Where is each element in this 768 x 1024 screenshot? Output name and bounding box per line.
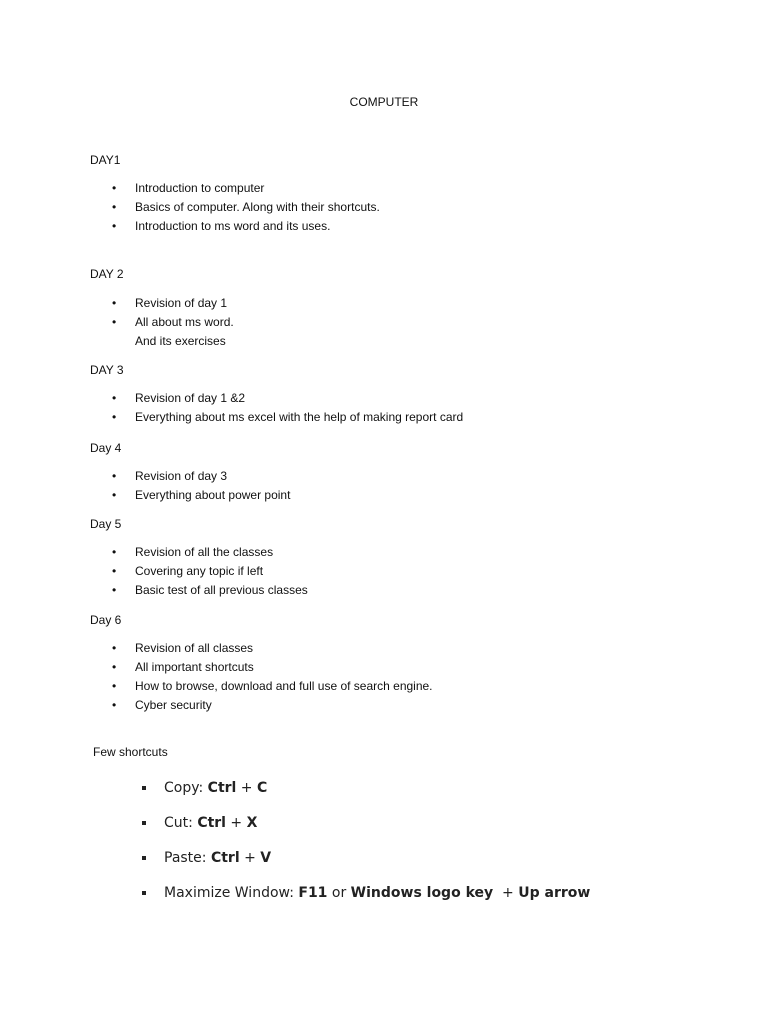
list-item: • Revision of day 3	[90, 467, 290, 486]
bullet-icon: •	[112, 545, 117, 559]
day-3-list	[90, 389, 463, 427]
bullet-icon: •	[112, 296, 117, 310]
day-4-list	[90, 467, 290, 505]
day-heading: DAY 2	[90, 267, 124, 281]
square-bullet-icon	[142, 891, 146, 895]
day-heading: Day 5	[90, 517, 122, 531]
bullet-icon: •	[112, 679, 117, 693]
bullet-icon: •	[112, 564, 117, 578]
bullet-icon: •	[112, 410, 117, 424]
list-item: • Revision of all classes	[90, 639, 433, 658]
bullet-icon: •	[112, 315, 117, 329]
bullet-icon: •	[112, 488, 117, 502]
day-heading: Day 4	[90, 441, 122, 455]
document-title: COMPUTER	[349, 95, 419, 109]
list-item: • How to browse, download and full use of search engine.	[90, 677, 433, 696]
list-item: • Revision of day 1 &2	[90, 389, 463, 408]
day-5-list	[90, 543, 308, 600]
day-heading: DAY 3	[90, 363, 124, 377]
day-heading: Day 6	[90, 613, 122, 627]
list-item-continuation: And its exercises	[135, 334, 226, 348]
list-item: • Basic test of all previous classes	[90, 581, 308, 600]
list-item: • Revision of day 1	[90, 294, 234, 313]
shortcut-item-cut: Cut: Ctrl + X	[140, 813, 590, 848]
shortcuts-list	[140, 778, 590, 918]
list-item: • Revision of all the classes	[90, 543, 308, 562]
day-6-list	[90, 639, 433, 715]
bullet-icon: •	[112, 219, 117, 233]
day-heading: DAY1	[90, 153, 121, 167]
bullet-icon: •	[112, 583, 117, 597]
shortcuts-heading: Few shortcuts	[93, 745, 168, 759]
bullet-icon: •	[112, 200, 117, 214]
square-bullet-icon	[142, 786, 146, 790]
shortcut-item-paste: Paste: Ctrl + V	[140, 848, 590, 883]
day-2-list	[90, 294, 234, 332]
bullet-icon: •	[112, 698, 117, 712]
list-item: • Covering any topic if left	[90, 562, 308, 581]
list-item: • Basics of computer. Along with their shortcuts.	[90, 198, 380, 217]
list-item: • Introduction to computer	[90, 179, 380, 198]
bullet-icon: •	[112, 660, 117, 674]
list-item: • Everything about power point	[90, 486, 290, 505]
square-bullet-icon	[142, 856, 146, 860]
day-1-list	[90, 179, 380, 236]
shortcut-item-maximize: Maximize Window: F11 or Windows logo key + Up arrow	[140, 883, 590, 918]
list-item: • Cyber security	[90, 696, 433, 715]
list-item: • All important shortcuts	[90, 658, 433, 677]
shortcut-item-copy: Copy: Ctrl + C	[140, 778, 590, 813]
list-item: • All about ms word.	[90, 313, 234, 332]
list-item: • Introduction to ms word and its uses.	[90, 217, 380, 236]
square-bullet-icon	[142, 821, 146, 825]
bullet-icon: •	[112, 641, 117, 655]
list-item: • Everything about ms excel with the help of making report card	[90, 408, 463, 427]
bullet-icon: •	[112, 469, 117, 483]
bullet-icon: •	[112, 181, 117, 195]
bullet-icon: •	[112, 391, 117, 405]
